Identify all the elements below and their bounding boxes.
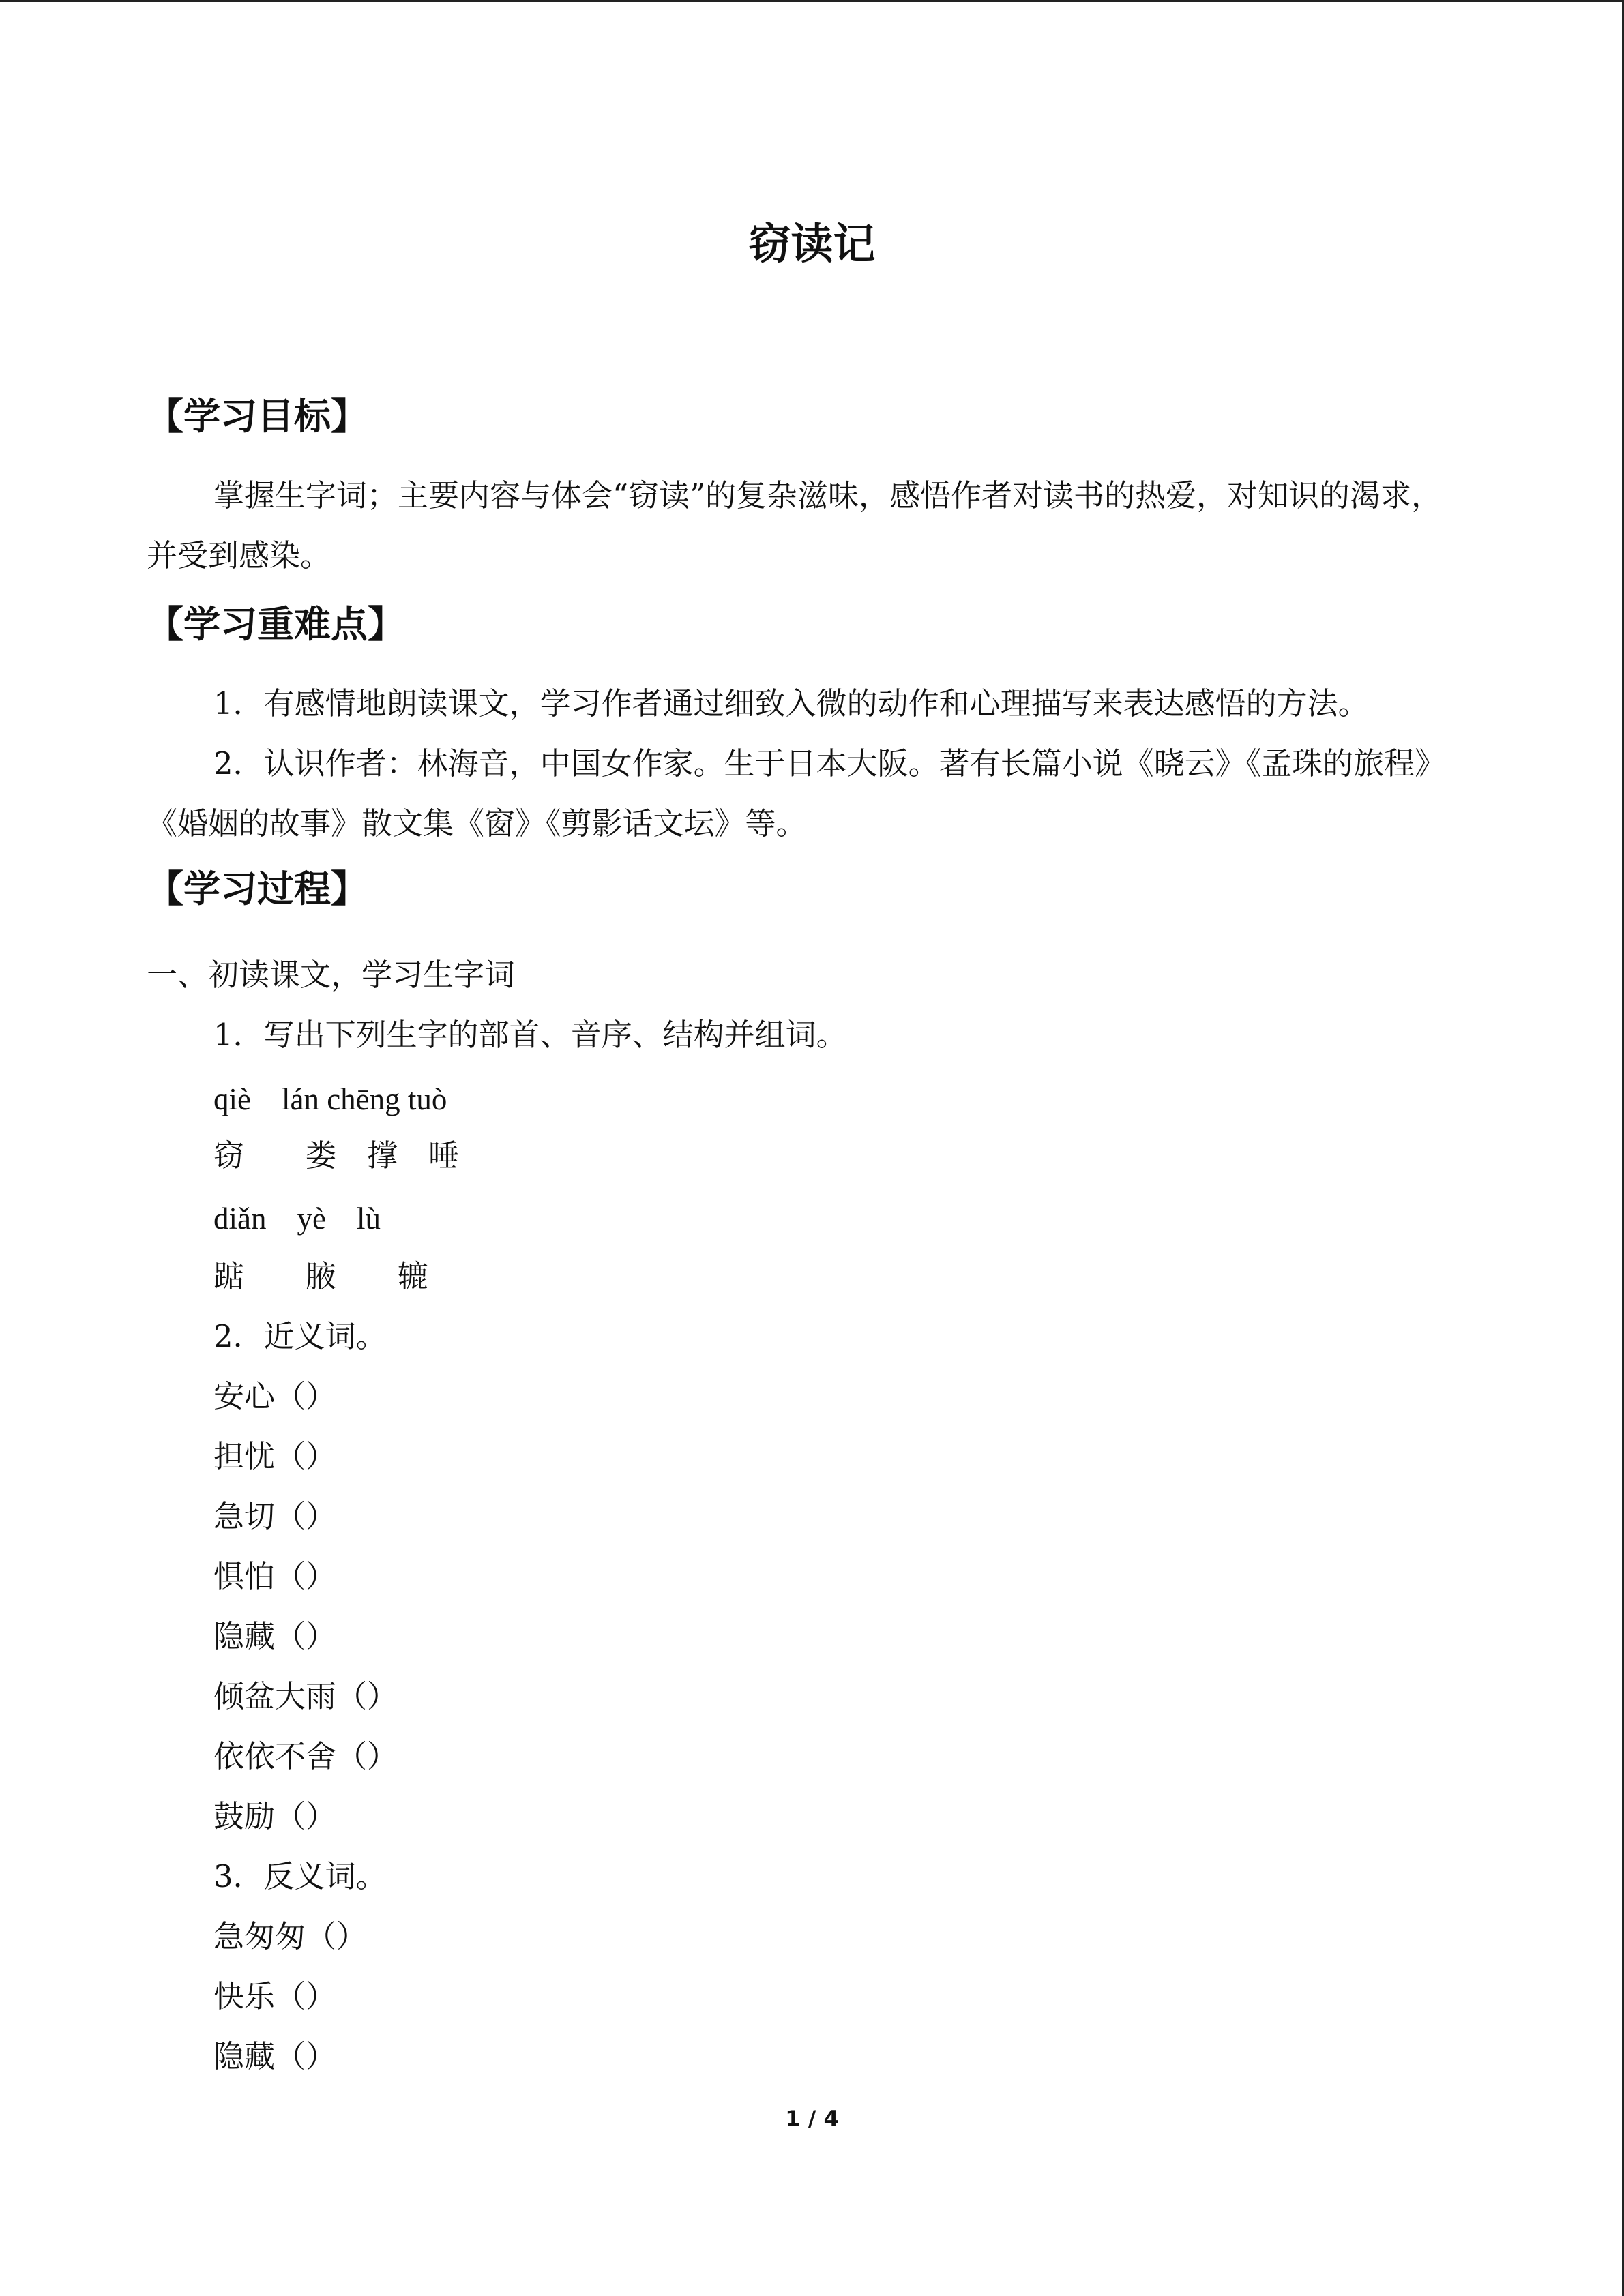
antonym-item: 快乐（） bbox=[213, 1978, 337, 2014]
key-point-1: 1．有感情地朗读课文，学习作者通过细致入微的动作和心理描写来表达感悟的方法。 bbox=[213, 685, 1369, 721]
goals-paragraph: 掌握生字词；主要内容与体会“窃读”的复杂滋味，感悟作者对读书的热爱，对知识的渴求，并受到感染。 bbox=[147, 477, 1443, 573]
task-2: 2．近义词。 bbox=[213, 1318, 387, 1354]
chars-row-2: 踮 腋 辘 bbox=[213, 1258, 429, 1294]
pinyin-row-1: qiè lán chēng tuò bbox=[213, 1082, 447, 1116]
synonym-item: 鼓励（） bbox=[213, 1798, 337, 1834]
synonym-item: 急切（） bbox=[213, 1498, 337, 1534]
heading-learning-process: 【学习过程】 bbox=[147, 867, 368, 910]
antonym-item: 急匆匆（） bbox=[213, 1918, 368, 1954]
antonym-item: 隐藏（） bbox=[213, 2038, 337, 2074]
synonym-item: 依依不舍（） bbox=[213, 1738, 398, 1774]
synonym-item: 倾盆大雨（） bbox=[213, 1678, 398, 1714]
chars-row-1: 窃 娄 撑 唾 bbox=[213, 1137, 460, 1174]
heading-key-points: 【学习重难点】 bbox=[147, 603, 404, 646]
document-title: 窃读记 bbox=[748, 219, 876, 269]
synonym-item: 隐藏（） bbox=[213, 1618, 337, 1654]
key-point-2: 2．认识作者：林海音，中国女作家。生于日本大阪。著有长篇小说《晓云》《孟珠的旅程》《婚姻的故事》散文集《窗》《剪影话文坛》等。 bbox=[147, 745, 1446, 841]
page-number: 1 / 4 bbox=[785, 2106, 839, 2132]
synonym-item: 担忧（） bbox=[213, 1438, 337, 1474]
part-one-heading: 一、初读课文，学习生字词 bbox=[147, 957, 516, 993]
pinyin-row-2: diǎn yè lù bbox=[213, 1202, 381, 1236]
task-3: 3．反义词。 bbox=[213, 1858, 387, 1894]
synonym-item: 惧怕（） bbox=[213, 1558, 337, 1594]
heading-learning-goals: 【学习目标】 bbox=[147, 395, 368, 438]
synonym-item: 安心（） bbox=[213, 1378, 337, 1414]
task-1: 1．写出下列生字的部首、音序、结构并组词。 bbox=[213, 1017, 847, 1053]
